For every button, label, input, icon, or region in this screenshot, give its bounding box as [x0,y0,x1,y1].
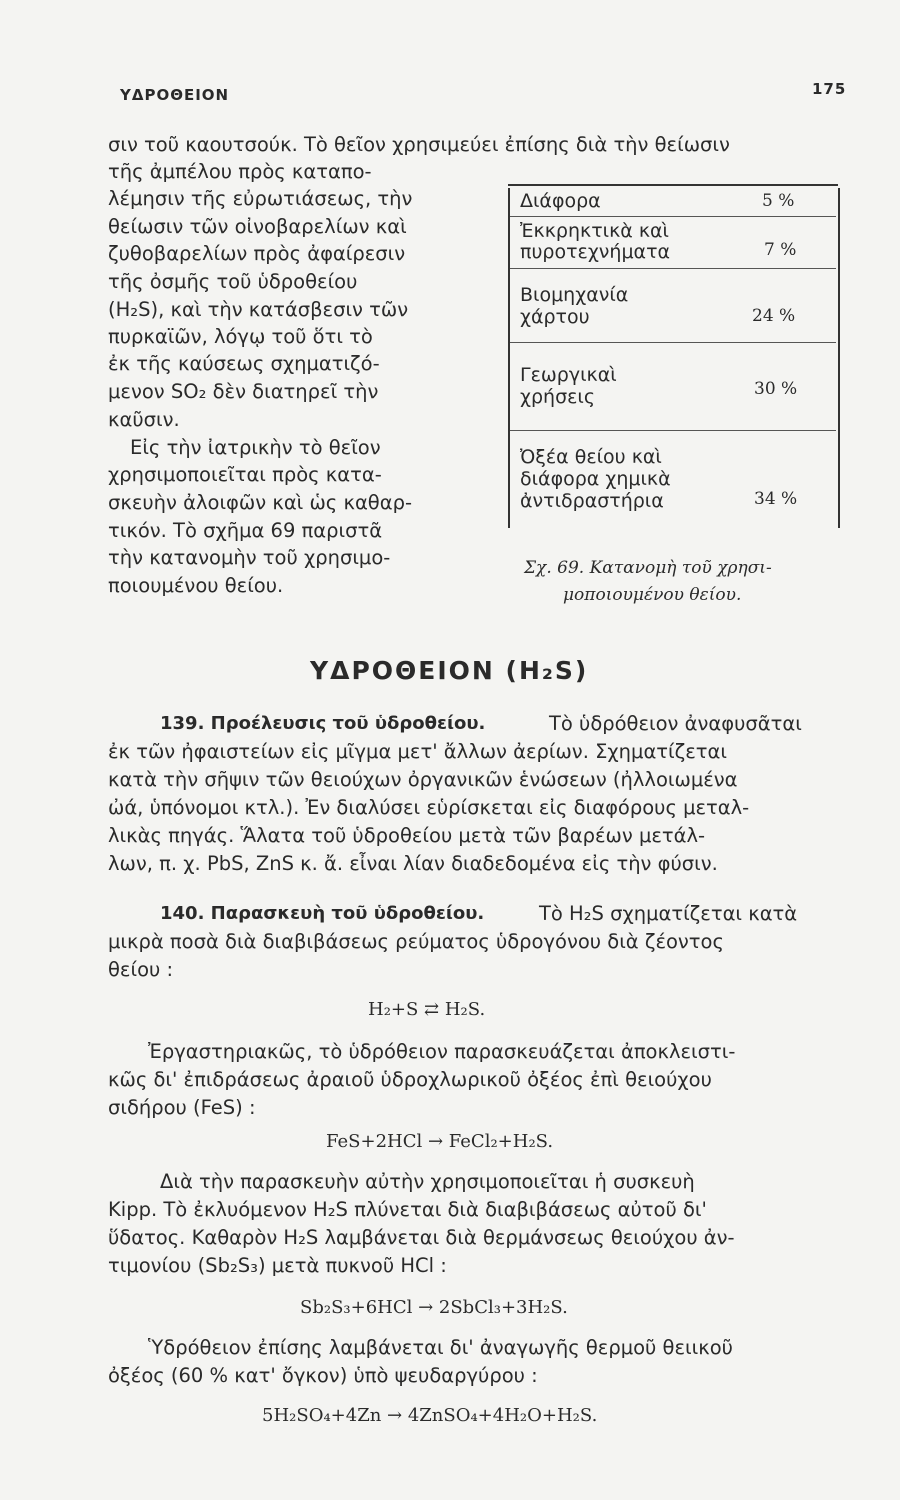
table-row-percent: 7 % [764,240,797,260]
equation: FeS+2HCl → FeCl₂+H₂S. [326,1131,554,1152]
text-line: πυρκαϊῶν, λόγῳ τοῦ ὅτι τὸ [108,325,373,348]
text-line: Τὸ ὑδρόθειον ἀναφυσᾶται [549,712,802,735]
text-line: ὕδατος. Καθαρὸν H₂S λαμβάνεται διὰ θερμάνσεως θειούχου ἀν- [108,1226,735,1249]
text-line: ζυθοβαρελίων πρὸς ἀφαίρεσιν [108,242,406,265]
text-line: θείου : [108,958,174,981]
text-line: ἐκ τῆς καύσεως σχηματιζό- [108,352,380,375]
equation: 5H₂SO₄+4Zn → 4ZnSO₄+4H₂O+H₂S. [262,1405,598,1426]
text-line: σκευὴν ἀλοιφῶν καὶ ὡς καθαρ- [108,491,412,514]
table-row-label: πυροτεχνήματα [520,241,671,263]
text-line: κῶς δι' ἐπιδράσεως ἀραιοῦ ὑδροχλωρικοῦ ὀξέος ἐπὶ θειούχου [108,1068,712,1091]
text-line: κατὰ τὴν σῆψιν τῶν θειούχων ὀργανικῶν ἑνώσεων (ἠλλοιωμένα [108,768,738,791]
running-title: ΥΔΡΟΘΕΙΟΝ [120,86,230,104]
text-line: (H₂S), καὶ τὴν κατάσβεσιν τῶν [108,298,409,321]
text-line: θείωσιν τῶν οἰνοβαρελίων καὶ [108,215,407,238]
sec139-heading: 139. Προέλευσις τοῦ ὑδροθείου. [160,713,486,734]
table-row-percent: 34 % [754,489,798,509]
text-line: τῆς ἀμπέλου πρὸς καταπο- [108,160,372,183]
text-line: σιδήρου (FeS) : [108,1096,256,1119]
text-line: Διὰ τὴν παρασκευὴν αὐτὴν χρησιμοποιεῖται ἡ συσκευὴ [160,1170,695,1193]
sec140-heading: 140. Παρασκευὴ τοῦ ὑδροθείου. [160,903,485,924]
text-line: σιν τοῦ καουτσούκ. Τὸ θεῖον χρησιμεύει ἐπίσης διὰ τὴν θείωσιν [108,133,730,156]
text-line: Εἰς τὴν ἰατρικὴν τὸ θεῖον [130,436,381,459]
figure-caption: Σχ. 69. Κατανομὴ τοῦ χρησι- [524,558,772,578]
table-top-border [508,184,838,186]
section-title: ΥΔΡΟΘΕΙΟΝ (H₂S) [310,656,589,685]
text-line: Kipp. Τὸ ἐκλυόμενον H₂S πλύνεται διὰ διαβιβάσεως αὐτοῦ δι' [108,1198,707,1221]
table-row-percent: 30 % [754,379,798,399]
row-divider [510,342,836,343]
text-line: λων, π. χ. PbS, ZnS κ. ἄ. εἶναι λίαν διαδεδομένα εἰς τὴν φύσιν. [108,852,718,875]
row-divider [510,268,836,269]
table-row-percent: 5 % [762,191,795,211]
text-line: Ὑδρόθειον ἐπίσης λαμβάνεται δι' ἀναγωγῆς θερμοῦ θειικοῦ [148,1336,733,1359]
table-row-label: Ὀξέα θείου καὶ [520,446,662,468]
table-row-label: Γεωργικαὶ [520,364,617,386]
page-number: 175 [812,80,847,98]
text-line: τιμονίου (Sb₂S₃) μετὰ πυκνοῦ HCl : [108,1254,447,1277]
table-row-label: χάρτου [520,306,590,328]
text-line: Τὸ H₂S σχηματίζεται κατὰ [539,902,798,925]
equation: H₂+S ⇄ H₂S. [368,999,486,1020]
text-line: μικρὰ ποσὰ διὰ διαβιβάσεως ρεύματος ὑδρογόνου διὰ ζέοντος [108,930,724,953]
text-line: ἐκ τῶν ἠφαιστείων εἰς μῖγμα μετ' ἄλλων ἀερίων. Σχηματίζεται [108,740,727,763]
text-line: χρησιμοποιεῖται πρὸς κατα- [108,463,382,486]
row-divider [510,216,836,217]
equation: Sb₂S₃+6HCl → 2SbCl₃+3H₂S. [300,1297,568,1318]
text-line: Ἐργαστηριακῶς, τὸ ὑδρόθειον παρασκευάζεται ἀποκλειστι- [148,1040,736,1063]
text-line: μενον SO₂ δὲν διατηρεῖ τὴν [108,380,379,403]
table-row-label: διάφορα χημικὰ [520,468,671,490]
text-line: ὠά, ὑπόνομοι κτλ.). Ἐν διαλύσει εὑρίσκεται εἰς διαφόρους μεταλ- [108,796,750,819]
table-row-label: Διάφορα [520,190,601,212]
figure-caption: μοποιουμένου θείου. [563,585,742,605]
text-line: τῆς ὀσμῆς τοῦ ὑδροθείου [108,270,358,293]
row-divider [510,430,836,431]
text-line: καῦσιν. [108,408,180,431]
text-line: λέμησιν τῆς εὐρωτιάσεως, τὴν [108,187,413,210]
table-row-label: χρήσεις [520,386,595,408]
text-line: λικὰς πηγάς. Ἅλατα τοῦ ὑδροθείου μετὰ τῶν βαρέων μετάλ- [108,824,706,847]
text-line: τὴν κατανομὴν τοῦ χρησιμο- [108,546,391,569]
table-row-label: Βιομηχανία [520,284,629,306]
table-row-percent: 24 % [752,306,796,326]
table-row-label: Ἐκκρηκτικὰ καὶ [520,220,669,242]
text-line: ὀξέος (60 % κατ' ὄγκον) ὑπὸ ψευδαργύρου : [108,1364,538,1387]
text-line: ποιουμένου θείου. [108,574,284,597]
table-row-label: ἀντιδραστήρια [520,490,664,512]
text-line: τικόν. Τὸ σχῆμα 69 παριστᾶ [108,519,383,542]
